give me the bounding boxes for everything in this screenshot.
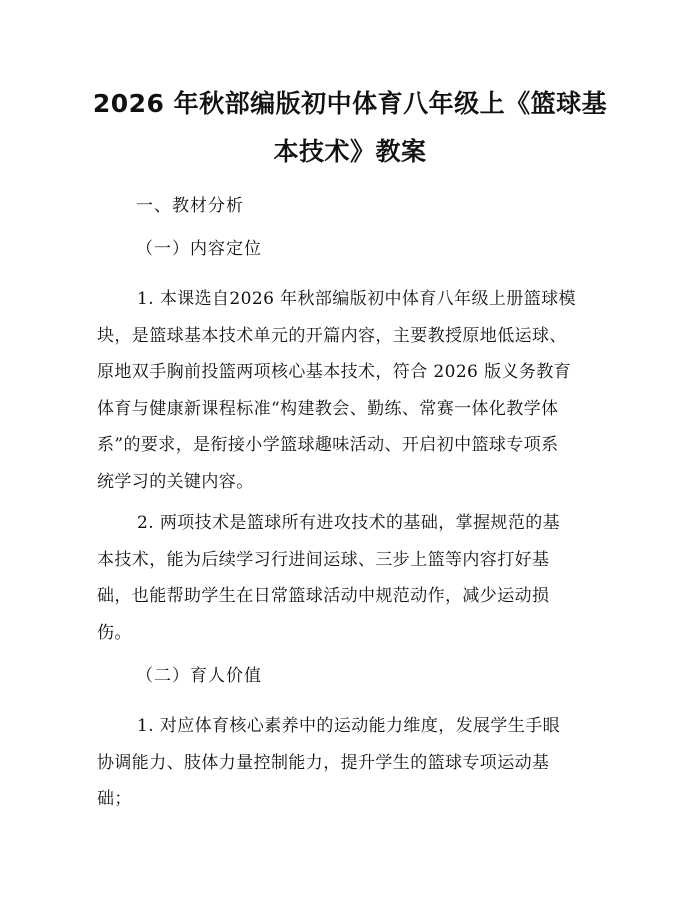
paragraph-line: 统学习的关键内容。 (97, 471, 254, 492)
paragraph-content-positioning-2 (97, 505, 597, 651)
paragraph-line: 系”的要求，是衔接小学篮球趣味活动、开启初中篮球专项系 (97, 435, 559, 456)
paragraph-educational-value-1 (97, 708, 597, 818)
document-title (90, 80, 610, 176)
paragraph-line: 1. 本课选自2026 年秋部编版初中体育八年级上册篮球模 (137, 289, 576, 309)
paragraph-line: 1. 对应体育核心素养中的运动能力维度，发展学生手眼 (137, 716, 561, 736)
title-line-2: 本技术》教案 (273, 137, 427, 166)
paragraph-content-positioning-1 (97, 281, 597, 501)
subsection-heading-content-positioning: （一）内容定位 (136, 239, 262, 259)
paragraph-line: 础； (97, 789, 132, 810)
paragraph-line: 体育与健康新课程标准“构建教会、勤练、常赛一体化教学体 (97, 398, 559, 419)
title-line-1: 2026 年秋部编版初中体育八年级上《篮球基 (92, 89, 608, 118)
paragraph-line: 2. 两项技术是篮球所有进攻技术的基础，掌握规范的基 (137, 513, 561, 533)
paragraph-line: 原地双手胸前投篮两项核心基本技术，符合 2026 版义务教育 (97, 362, 572, 383)
paragraph-line: 块，是篮球基本技术单元的开篇内容，主要教授原地低运球、 (97, 325, 567, 346)
paragraph-line: 础，也能帮助学生在日常篮球活动中规范动作，减少运动损 (97, 586, 550, 607)
section-heading-teaching-material-analysis: 一、教材分析 (136, 196, 244, 216)
paragraph-line: 本技术，能为后续学习行进间运球、三步上篮等内容打好基 (97, 549, 550, 570)
paragraph-line: 伤。 (97, 622, 132, 643)
paragraph-line: 协调能力、肢体力量控制能力，提升学生的篮球专项运动基 (97, 752, 550, 773)
subsection-heading-educational-value: （二）育人价值 (136, 666, 262, 686)
